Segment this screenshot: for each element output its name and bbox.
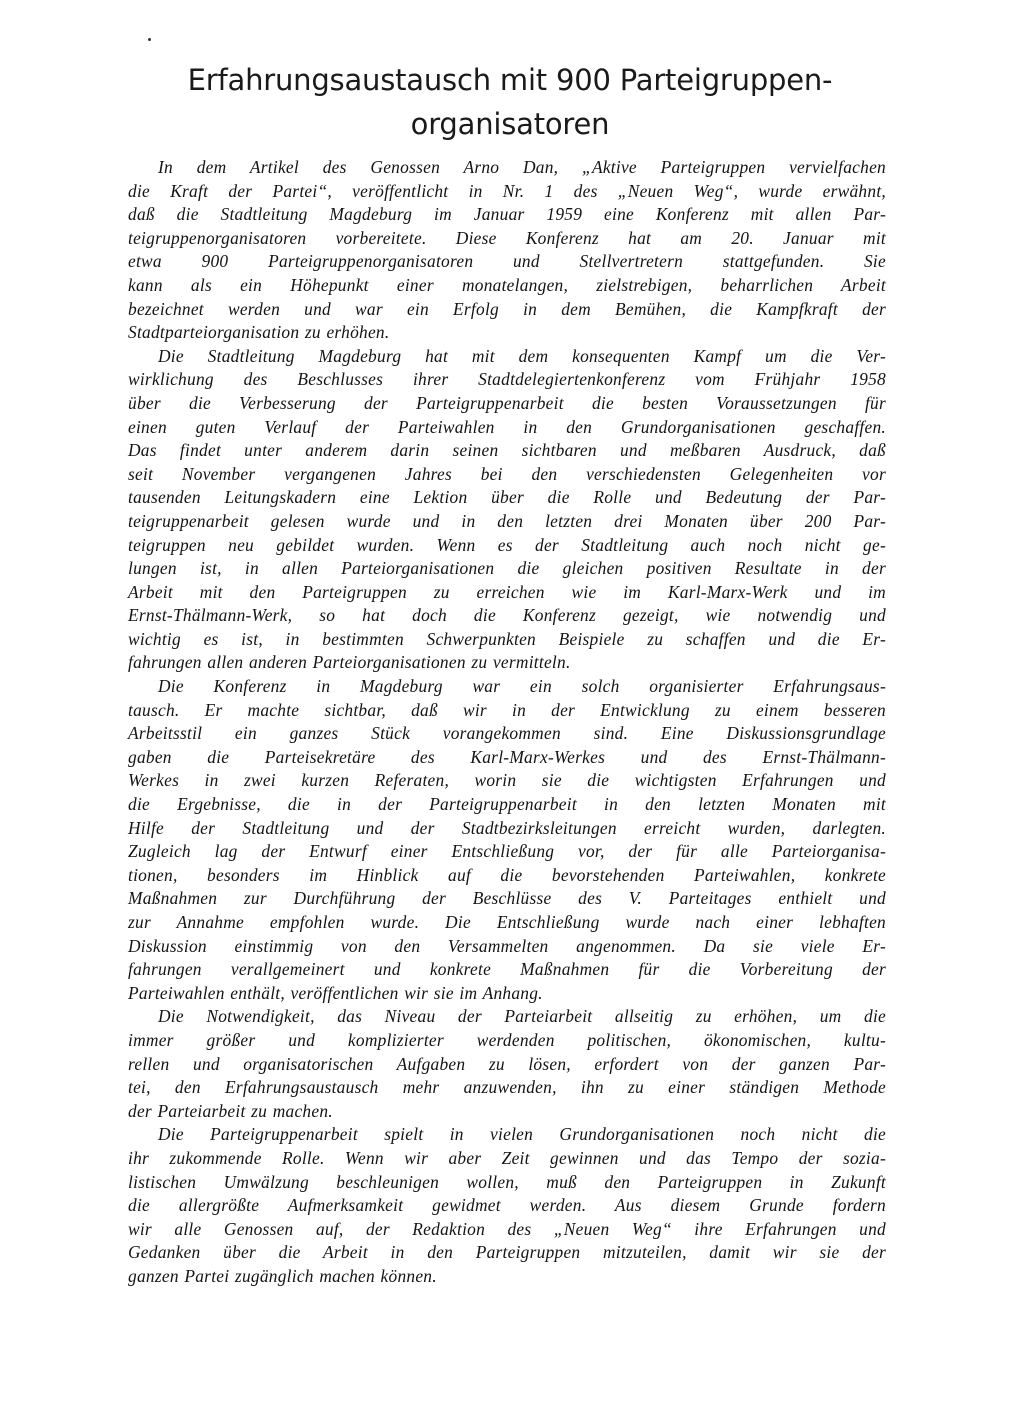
paragraph-line: kann als ein Höhepunkt einer monatelangen, zielstrebigen, beharrlichen Arbeit (128, 274, 886, 295)
paragraph-line: Die Notwendigkeit, das Niveau der Parteiarbeit allseitig zu erhöhen, um die (158, 1006, 886, 1027)
paragraph-line: fahrungen allen anderen Parteiorganisationen zu vermitteln. (128, 652, 571, 673)
paragraph-line: gaben die Parteisekretäre des Karl-Marx-Werkes und des Ernst-Thälmann- (128, 746, 886, 767)
paragraph-line: Das findet unter anderem darin seinen sichtbaren und meßbaren Ausdruck, daß (128, 440, 886, 461)
paragraph-line: teigruppenarbeit gelesen wurde und in den letzten drei Monaten über 200 Par- (128, 510, 886, 531)
paragraph-line: listischen Umwälzung beschleunigen wollen, muß den Parteigruppen in Zukunft (128, 1171, 886, 1192)
page-speck (148, 38, 151, 41)
paragraph-line: wirklichung des Beschlusses ihrer Stadtdelegiertenkonferenz vom Frühjahr 1958 (128, 369, 886, 390)
paragraph-line: einen guten Verlauf der Parteiwahlen in den Grundorganisationen geschaffen. (128, 416, 886, 437)
paragraph-line: fahrungen verallgemeinert und konkrete Maßnahmen für die Vorbereitung der (128, 959, 886, 980)
paragraph-line: Gedanken über die Arbeit in den Parteigruppen mitzuteilen, damit wir sie der (128, 1242, 886, 1263)
paragraph-line: wichtig es ist, in bestimmten Schwerpunkten Beispiele zu schaffen und die Er- (128, 628, 886, 649)
paragraph-line: tionen, besonders im Hinblick auf die bevorstehenden Parteiwahlen, konkrete (128, 864, 886, 885)
paragraph-line: Diskussion einstimmig von den Versammelten angenommen. Da sie viele Er- (128, 935, 886, 956)
paragraph-line: Werkes in zwei kurzen Referaten, worin sie die wichtigsten Erfahrungen und (128, 770, 886, 791)
paragraph-line: teigruppenorganisatoren vorbereitete. Diese Konferenz hat am 20. Januar mit (128, 227, 886, 248)
paragraph-line: Parteiwahlen enthält, veröffentlichen wir sie im Anhang. (128, 982, 543, 1003)
paragraph-line: ganzen Partei zugänglich machen können. (128, 1265, 437, 1286)
paragraph-line: Maßnahmen zur Durchführung der Beschlüsse des V. Parteitages enthielt und (128, 888, 886, 909)
paragraph-line: teigruppen neu gebildet wurden. Wenn es der Stadtleitung auch noch nicht ge- (128, 534, 886, 555)
paragraph-line: über die Verbesserung der Parteigruppenarbeit die besten Voraussetzungen für (128, 392, 886, 413)
paragraph-line: Ernst-Thälmann-Werk, so hat doch die Konferenz gezeigt, wie notwendig und (128, 605, 886, 626)
paragraph-line: daß die Stadtleitung Magdeburg im Januar 1959 eine Konferenz mit allen Par- (128, 204, 886, 225)
paragraph-line: Arbeitsstil ein ganzes Stück vorangekommen sind. Eine Diskussionsgrundlage (128, 723, 886, 744)
paragraph-2 (128, 345, 886, 675)
paragraph-line: Die Parteigruppenarbeit spielt in vielen Grundorganisationen noch nicht die (158, 1124, 886, 1145)
paragraph-1 (128, 156, 886, 345)
paragraph-line: Die Stadtleitung Magdeburg hat mit dem konsequenten Kampf um die Ver- (158, 345, 886, 366)
paragraph-line: tausenden Leitungskadern eine Lektion über die Rolle und Bedeutung der Par- (128, 487, 886, 508)
paragraph-5 (128, 1123, 886, 1288)
paragraph-line: tausch. Er machte sichtbar, daß wir in der Entwicklung zu einem besseren (128, 699, 886, 720)
paragraph-line: tei, den Erfahrungsaustausch mehr anzuwenden, ihn zu einer ständigen Methode (128, 1077, 886, 1098)
paragraph-line: bezeichnet werden und war ein Erfolg in dem Bemühen, die Kampfkraft der (128, 298, 886, 319)
paragraph-line: etwa 900 Parteigruppenorganisatoren und Stellvertretern stattgefunden. Sie (128, 251, 886, 272)
article-title (130, 58, 890, 146)
paragraph-line: Hilfe der Stadtleitung und der Stadtbezirksleitungen erreicht wurden, darlegten. (128, 817, 886, 838)
paragraph-line: Arbeit mit den Parteigruppen zu erreichen wie im Karl-Marx-Werk und im (128, 581, 886, 602)
article-body (128, 156, 886, 1289)
paragraph-line: zur Annahme empfohlen wurde. Die Entschließung wurde nach einer lebhaften (128, 912, 886, 932)
paragraph-line: In dem Artikel des Genossen Arno Dan, „Aktive Parteigruppen vervielfachen (158, 157, 886, 177)
article-title-line-2: organisatoren (410, 107, 610, 141)
paragraph-line: die Kraft der Partei“, veröffentlicht in Nr. 1 des „Neuen Weg“, wurde erwähnt, (128, 180, 886, 201)
paragraph-line: Stadtparteiorganisation zu erhöhen. (128, 322, 390, 343)
paragraph-line: die allergrößte Aufmerksamkeit gewidmet werden. Aus diesem Grunde fordern (128, 1195, 886, 1216)
paragraph-line: lungen ist, in allen Parteiorganisationen die gleichen positiven Resultate in der (128, 558, 886, 579)
paragraph-line: Zugleich lag der Entwurf einer Entschließung vor, der für alle Parteiorganisa- (128, 841, 886, 862)
paragraph-line: wir alle Genossen auf, der Redaktion des „Neuen Weg“ ihre Erfahrungen und (128, 1218, 886, 1239)
paragraph-line: seit November vergangenen Jahres bei den verschiedensten Gelegenheiten vor (128, 463, 886, 484)
paragraph-3 (128, 675, 886, 1005)
paragraph-line: immer größer und komplizierter werdenden politischen, ökonomischen, kultu- (128, 1029, 886, 1050)
paragraph-line: Die Konferenz in Magdeburg war ein solch organisierter Erfahrungsaus- (158, 676, 886, 697)
paragraph-4 (128, 1005, 886, 1123)
paragraph-line: die Ergebnisse, die in der Parteigruppenarbeit in den letzten Monaten mit (128, 794, 886, 815)
article-title-line-1: Erfahrungsaustausch mit 900 Parteigruppen- (187, 63, 833, 97)
paragraph-line: ihr zukommende Rolle. Wenn wir aber Zeit gewinnen und das Tempo der sozia- (128, 1147, 886, 1168)
paragraph-line: rellen und organisatorischen Aufgaben zu lösen, erfordert von der ganzen Par- (128, 1053, 886, 1074)
paragraph-line: der Parteiarbeit zu machen. (128, 1100, 333, 1121)
